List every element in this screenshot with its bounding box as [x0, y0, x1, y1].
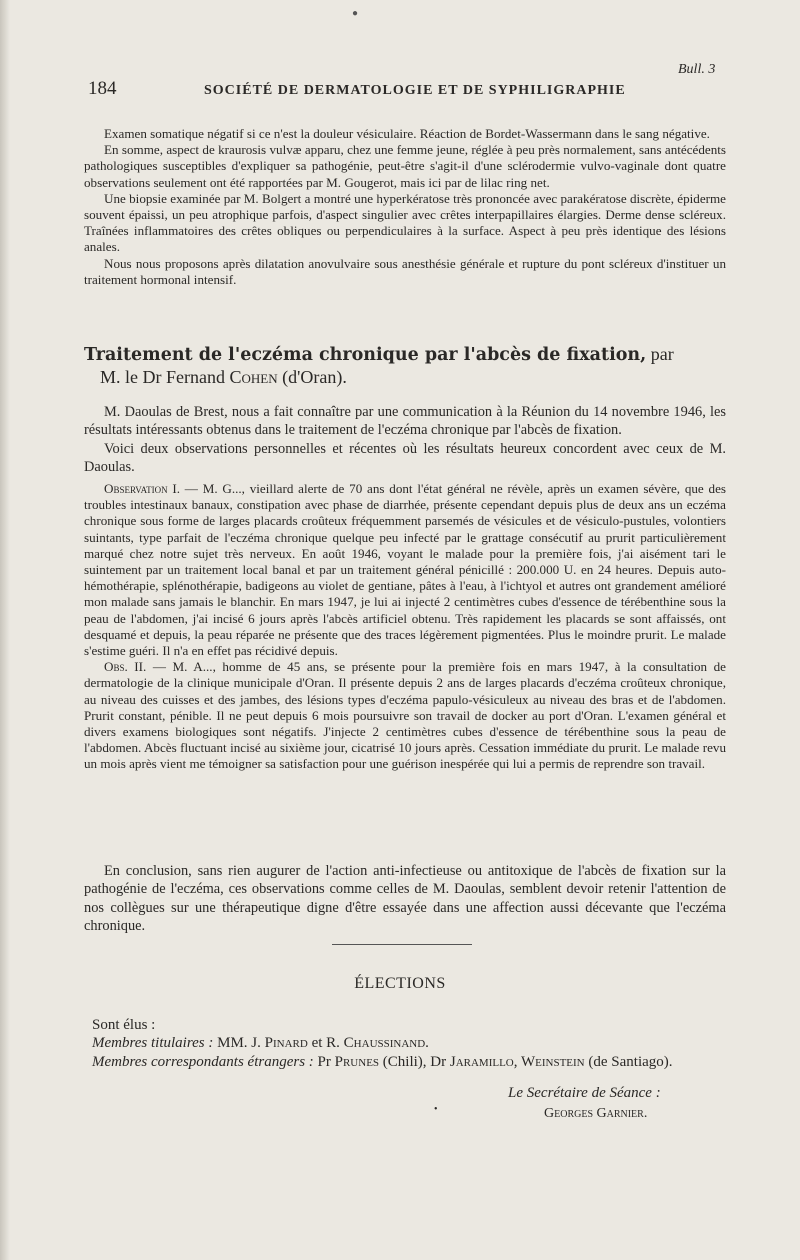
issue-reference: Bull. 3: [678, 62, 716, 77]
member-name: Prunes: [334, 1053, 380, 1070]
previous-case-section: [84, 126, 726, 288]
observation-label: Observation I.: [104, 481, 181, 496]
page-number: 184: [88, 78, 117, 99]
observation-text: — M. A..., homme de 45 ans, se présente pour la première fois en mars 1947, à la consultation de dermatologie de la clinique municipale d'Oran. Il présente depuis 2 ans de larges placards d'eczéma croûteux chronique, au niveau des cuisses et des jambes, des lésions types d'eczéma papulo-vésiculeux au niveau des bras et de l'abdomen. Prurit constant, pénible. Il ne peut depuis 6 mois poursuivre son travail de docker au port d'Oran. L'examen général et divers examens biologiques sont négatifs. J'injecte 2 centimètres cubes d'essence de térébenthine sous la peau de l'abdomen. Abcès fluctuant incisé au sixième jour, cicatrisé 10 jours après. Cessation immédiate du prurit. Le malade revu un mois après vient me témoigner sa satisfaction pour une guérison inespérée qui lui a permis de reprendre son travail.: [84, 659, 726, 772]
observation-label: Obs. II.: [104, 659, 147, 675]
titular-prefix: MM. J.: [217, 1035, 261, 1052]
corresponding-label: Membres correspondants étrangers :: [92, 1053, 314, 1070]
conclusion: [84, 862, 726, 935]
elected-intro: Sont élus :: [92, 1017, 156, 1033]
paragraph: En conclusion, sans rien augurer de l'action anti-infectieuse ou antitoxique de l'abcès de fixation sur la pathogénie de l'eczéma, ces observations comme celles de M. Daoulas, semblent devoir retenir l'attention de nos collègues sur une thérapeutique digne d'être essayée dans une affection aussi décevante que l'eczéma chronique.: [84, 863, 726, 934]
byline-prefix: M. le Dr: [100, 367, 162, 387]
author-first-name: Fernand: [166, 367, 225, 387]
secretary-name: Georges Garnier.: [544, 1106, 648, 1121]
titular-members: [72, 1034, 732, 1052]
paragraph: Voici deux observations personnelles et récentes où les résultats heureux concordent avec ceux de M. Daoulas.: [84, 440, 726, 475]
author-last-name: Cohen: [229, 367, 278, 387]
observation-text: — M. G..., vieillard alerte de 70 ans dont l'état général ne révèle, après un examen sévère, que des troubles intestinaux banaux, constipation avec phase de diarrhée, présente cependant depuis plus de deux ans un eczéma chronique sous forme de larges placards croûteux fréquemment parsemés de vésicules et de vésiculo-pustules, volontiers suintants, type parfait de l'eczéma chronique quelque peu infecté par le grattage consécutif au prurit particulièrement marqué chez notre sujet très nerveux. En août 1946, voyant le malade pour la première fois, j'ai aisément tari le suintement par un traitement local banal et par un traitement général pénicillé : 200.000 U. en 24 heures. Depuis auto-hémothérapie, splénothérapie, badigeons au violet de gentiane, pâtes à l'eau, à l'ichtyol et autres ont grandement amélioré mon malade sans jamais le blanchir. En mars 1947, je lui ai injecté 2 centimètres cubes d'essence de térébenthine sous la peau de l'abdomen, j'ai incisé 6 jours après l'abcès artificiel obtenu. Très rapidement les placards se sont affaissés, ont desquamé et depuis, la peau réparée ne présente que des traces légèrement pigmentées. Plus le moindre prurit. Le malade s'estime guéri. Il n'a en effet pas récidivé depuis.: [84, 481, 726, 659]
elections-heading: ÉLECTIONS: [354, 975, 446, 992]
corresponding-members: [72, 1053, 732, 1071]
paragraph: Une biopsie examinée par M. Bolgert a montré une hyperkératose très prononcée avec parakératose discrète, épiderme souvent épaissi, un peu atrophique parfois, d'aspect singulier avec crêtes interpapillaires élargies. Derme dense scléreux. Traînées inflammatoires des crêtes obliques ou perpendiculaires à la surface. Aspect à peu près identique des lésions anales.: [84, 190, 726, 255]
corr-title: Pr: [317, 1053, 331, 1070]
journal-title: SOCIÉTÉ DE DERMATOLOGIE ET DE SYPHILIGRAPHIE: [204, 83, 626, 98]
article-title-text: Traitement de l'eczéma chronique par l'abcès de fixation,: [84, 345, 647, 365]
observations-section: [84, 481, 726, 773]
section-divider: [332, 944, 472, 945]
paragraph: Nous nous proposons après dilatation anovulvaire sous anesthésie générale et rupture du pont scléreux d'instituer un traitement hormonal intensif.: [84, 255, 726, 287]
page-edge-shadow: [0, 0, 10, 1260]
observation-1: [84, 481, 726, 659]
member-name: Jaramillo, Weinstein: [449, 1053, 585, 1070]
author-place: (d'Oran).: [282, 367, 347, 387]
paragraph: M. Daoulas de Brest, nous a fait connaître par une communication à la Réunion du 14 novembre 1946, les résultats intéressants obtenus dans le traitement de l'eczéma chronique par l'abcès de fixation.: [84, 404, 726, 439]
corr-city: (de Santiago).: [588, 1053, 673, 1070]
byline-par: par: [650, 344, 674, 364]
titular-label: Membres titulaires :: [92, 1035, 214, 1052]
corr-country: (Chili), Dr: [382, 1053, 447, 1070]
member-name: Chaussinand.: [343, 1035, 429, 1052]
elections-body: [72, 1016, 732, 1071]
paragraph: Examen somatique négatif si ce n'est la douleur vésiculaire. Réaction de Bordet-Wassermann dans le sang négative.: [104, 126, 710, 141]
observation-2: [84, 659, 726, 772]
article-title: [84, 343, 726, 388]
article-intro: [84, 403, 726, 476]
member-name: Pinard: [264, 1035, 308, 1052]
paragraph: En somme, aspect de kraurosis vulvæ apparu, chez une femme jeune, réglée à peu près normalement, sans antécédents pathologiques susceptibles d'expliquer sa pathogénie, peut-être s'agit-il d'une sclérodermie vulvo-vaginale dont quatre observations seulement ont été rapportées par M. Gougerot, mais ici par de lilac ring net.: [84, 142, 726, 190]
print-mark: ●: [352, 8, 359, 19]
bullet-mark: •: [434, 1104, 438, 1115]
secretary-label: Le Secrétaire de Séance :: [508, 1085, 661, 1101]
titular-mid: et R.: [311, 1035, 340, 1052]
